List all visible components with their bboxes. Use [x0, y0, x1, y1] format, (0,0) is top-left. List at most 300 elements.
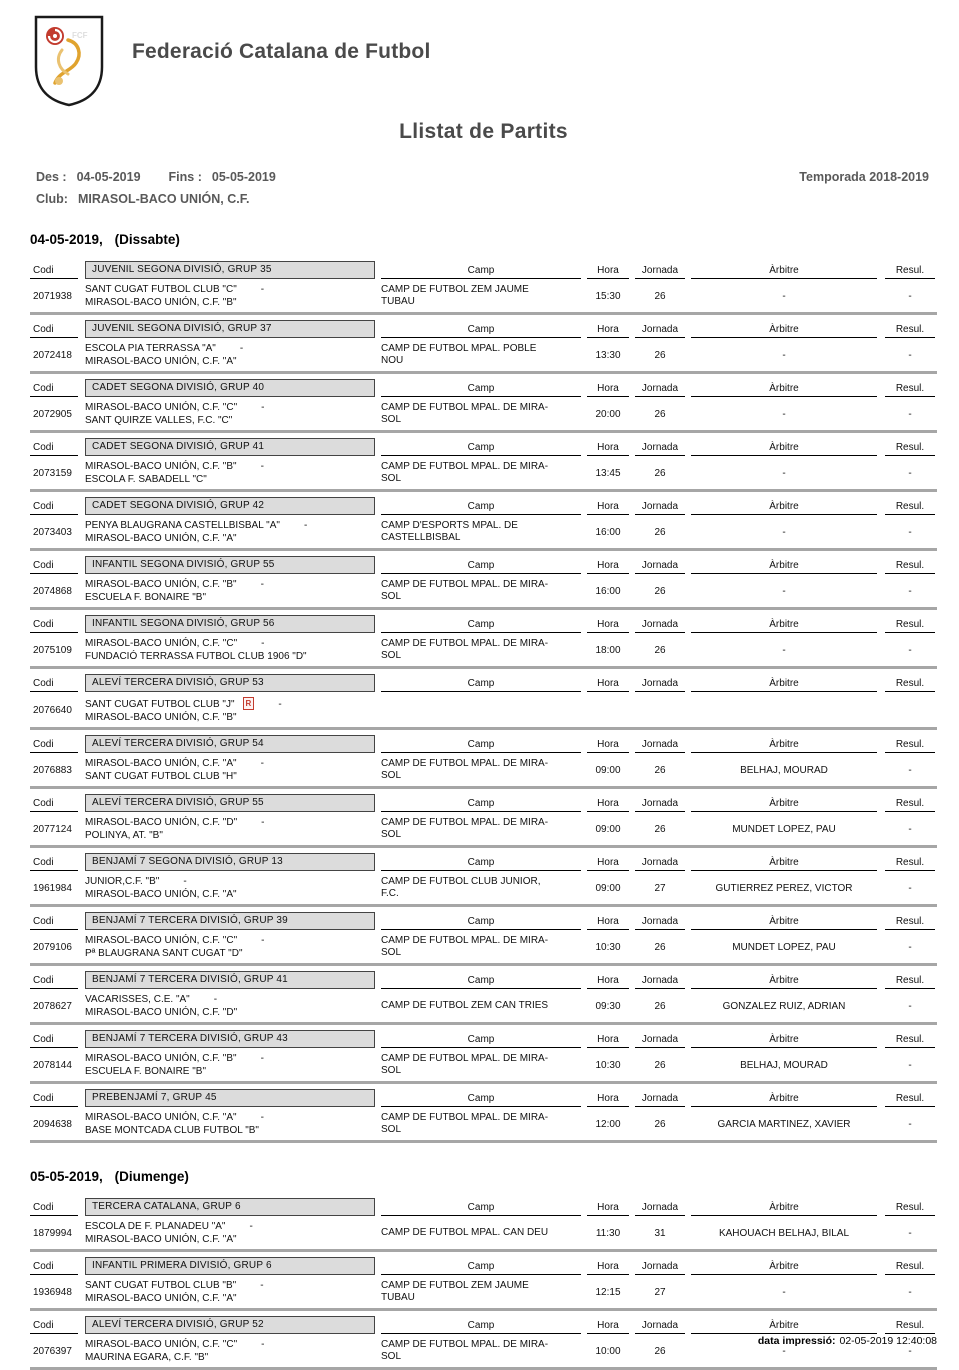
arbitre-column: [691, 1202, 877, 1216]
competition-title: CADET SEGONA DIVISIÓ, GRUP 41: [85, 438, 375, 456]
arbitre-column: [691, 739, 877, 753]
arbitre-value: -: [782, 644, 786, 656]
arbitre-column: [691, 560, 877, 574]
hora-column: [587, 678, 629, 692]
teams-cell: [85, 816, 375, 842]
resul-value: -: [908, 467, 912, 479]
match-section: [30, 615, 937, 669]
arbitre-value: MUNDET LOPEZ, PAU: [732, 941, 836, 953]
fins-value: 05-05-2019: [211, 170, 276, 184]
teams-cell: [85, 934, 375, 960]
camp-value: CAMP DE FUTBOL MPAL. DE MIRA-SOL: [381, 579, 549, 602]
home-team: MIRASOL-BACO UNIÓN, C.F. "C": [85, 638, 238, 649]
competition-title: JUVENIL SEGONA DIVISIÓ, GRUP 37: [85, 320, 375, 338]
hora-column: [587, 383, 629, 397]
hora-column-header: Hora: [587, 383, 629, 397]
home-team: SANT CUGAT FUTBOL CLUB "B": [85, 1280, 237, 1291]
camp-column-header: Camp: [381, 678, 581, 692]
home-team-line: [85, 935, 264, 948]
arbitre-column: [691, 1034, 877, 1048]
competition-column: [85, 615, 375, 633]
hora-column-header: Hora: [587, 1093, 629, 1107]
resul-column: [885, 442, 935, 456]
hora-column: [587, 619, 629, 633]
resul-column-header: Resul.: [885, 265, 935, 279]
teams-cell: [85, 1052, 375, 1078]
hora-value: 13:30: [595, 349, 621, 361]
home-team-line: [85, 343, 243, 356]
home-away-separator: -: [260, 284, 265, 295]
jornada-column-header: Jornada: [635, 1320, 685, 1334]
arbitre-value: -: [782, 349, 786, 361]
resul-column-header: Resul.: [885, 857, 935, 871]
resul-column-header: Resul.: [885, 442, 935, 456]
arbitre-column-header: Àrbitre: [691, 1093, 877, 1107]
away-team: FUNDACIÓ TERRASSA FUTBOL CLUB 1906 "D": [85, 650, 307, 662]
arbitre-column: [691, 383, 877, 397]
codi-column: [30, 265, 85, 279]
away-team: ESCOLA F. SABADELL "C": [85, 473, 207, 485]
home-team: MIRASOL-BACO UNIÓN, C.F. "B": [85, 1053, 237, 1064]
match-section: [30, 735, 937, 789]
arbitre-value: GUTIERREZ PEREZ, VICTOR: [715, 882, 853, 894]
hora-column: [587, 265, 629, 279]
camp-column: [381, 324, 581, 338]
codi-column-header: Codi: [30, 442, 78, 456]
resul-column: [885, 739, 935, 753]
camp-value: CAMP DE FUTBOL MPAL. DE MIRA-SOL: [381, 817, 549, 840]
away-team: MIRASOL-BACO UNIÓN, C.F. "A": [85, 532, 237, 544]
jornada-column: [635, 383, 685, 397]
jornada-column: [635, 1202, 685, 1216]
competition-title: ALEVÍ TERCERA DIVISIÓ, GRUP 52: [85, 1316, 375, 1334]
codi-column: [30, 442, 85, 456]
codi-column: [30, 975, 85, 989]
arbitre-column: [691, 1093, 877, 1107]
resul-value: -: [908, 644, 912, 656]
codi-column-header: Codi: [30, 1320, 78, 1334]
match-code: 2076397: [33, 1345, 72, 1357]
competition-title: BENJAMÍ 7 SEGONA DIVISIÓ, GRUP 13: [85, 853, 375, 871]
resul-value: -: [908, 1000, 912, 1012]
resul-column-header: Resul.: [885, 1261, 935, 1275]
home-team-line: [85, 402, 264, 415]
section-separator: [30, 1249, 937, 1252]
resul-column: [885, 619, 935, 633]
home-team: MIRASOL-BACO UNIÓN, C.F. "C": [85, 1339, 238, 1350]
jornada-value: 26: [654, 349, 666, 361]
section-header-row: [30, 674, 937, 692]
resul-column-header: Resul.: [885, 975, 935, 989]
camp-value: CAMP DE FUTBOL MPAL. DE MIRA-SOL: [381, 1339, 549, 1362]
codi-column-header: Codi: [30, 739, 78, 753]
arbitre-column-header: Àrbitre: [691, 560, 877, 574]
arbitre-value: -: [782, 467, 786, 479]
section-header-row: [30, 735, 937, 753]
home-team: MIRASOL-BACO UNIÓN, C.F. "C": [85, 402, 238, 413]
hora-value: 16:00: [595, 585, 621, 597]
resul-value: -: [908, 1227, 912, 1239]
match-row: [30, 1111, 937, 1137]
competition-column: [85, 556, 375, 574]
home-team: MIRASOL-BACO UNIÓN, C.F. "A": [85, 1112, 237, 1123]
home-team-line: [85, 579, 264, 592]
jornada-value: 26: [654, 941, 666, 953]
camp-value: CAMP DE FUTBOL MPAL. DE MIRA-SOL: [381, 935, 549, 958]
resul-column: [885, 857, 935, 871]
home-team: MIRASOL-BACO UNIÓN, C.F. "D": [85, 817, 238, 828]
jornada-value: [635, 696, 685, 724]
home-team: VACARISSES, C.E. "A": [85, 994, 190, 1005]
resul-column-header: Resul.: [885, 1320, 935, 1334]
section-header-row: [30, 261, 937, 279]
hora-column: [587, 1202, 629, 1216]
jornada-column-header: Jornada: [635, 324, 685, 338]
jornada-column: [635, 1034, 685, 1048]
home-team: JUNIOR,C.F. "B": [85, 876, 160, 887]
hora-column-header: Hora: [587, 442, 629, 456]
camp-value: CAMP DE FUTBOL ZEM CAN TRIES: [381, 1000, 549, 1011]
hora-value: 09:30: [595, 1000, 621, 1012]
match-code: 2079106: [33, 941, 72, 953]
federation-name: Federació Catalana de Futbol: [132, 40, 431, 63]
des-label: Des :: [36, 170, 67, 184]
codi-column-header: Codi: [30, 324, 78, 338]
arbitre-value: -: [782, 526, 786, 538]
section-separator: [30, 1140, 937, 1143]
teams-cell: [85, 283, 375, 309]
jornada-column: [635, 619, 685, 633]
arbitre-value: KAHOUACH BELHAJ, BILAL: [718, 1227, 850, 1239]
jornada-column: [635, 678, 685, 692]
arbitre-column-header: Àrbitre: [691, 501, 877, 515]
match-row: [30, 757, 937, 783]
home-away-separator: -: [260, 579, 264, 590]
match-row: [30, 696, 937, 724]
section-separator: [30, 963, 937, 966]
camp-column-header: Camp: [381, 501, 581, 515]
codi-column: [30, 324, 85, 338]
arbitre-value: BELHAJ, MOURAD: [740, 1059, 828, 1071]
camp-column-header: Camp: [381, 442, 581, 456]
reserve-badge: R: [243, 697, 255, 710]
competition-title: BENJAMÍ 7 TERCERA DIVISIÓ, GRUP 41: [85, 971, 375, 989]
camp-value: CAMP DE FUTBOL MPAL. DE MIRA-SOL: [381, 1053, 549, 1076]
match-section: [30, 320, 937, 374]
competition-title: CADET SEGONA DIVISIÓ, GRUP 42: [85, 497, 375, 515]
jornada-column-header: Jornada: [635, 383, 685, 397]
competition-column: [85, 1316, 375, 1334]
codi-column: [30, 857, 85, 871]
teams-cell: [85, 1111, 375, 1137]
match-section: [30, 1257, 937, 1311]
camp-column: [381, 916, 581, 930]
section-header-row: [30, 1257, 937, 1275]
arbitre-column: [691, 324, 877, 338]
club-label: Club:: [36, 192, 68, 206]
hora-column: [587, 1261, 629, 1275]
match-section: [30, 912, 937, 966]
jornada-column-header: Jornada: [635, 857, 685, 871]
arbitre-column-header: Àrbitre: [691, 619, 877, 633]
match-row: [30, 460, 937, 486]
teams-cell: [85, 1220, 375, 1246]
resul-value: -: [908, 941, 912, 953]
arbitre-column: [691, 678, 877, 692]
competition-title: ALEVÍ TERCERA DIVISIÓ, GRUP 53: [85, 674, 375, 692]
away-team: MAURINA EGARA, C.F. "B": [85, 1351, 209, 1363]
hora-column: [587, 1320, 629, 1334]
camp-column: [381, 1093, 581, 1107]
section-separator: [30, 1308, 937, 1311]
section-header-row: [30, 320, 937, 338]
competition-column: [85, 674, 375, 692]
resul-column: [885, 1034, 935, 1048]
match-section: [30, 971, 937, 1025]
home-away-separator: -: [261, 935, 265, 946]
codi-column-header: Codi: [30, 560, 78, 574]
arbitre-column-header: Àrbitre: [691, 975, 877, 989]
arbitre-column-header: Àrbitre: [691, 1034, 877, 1048]
match-code: 2077124: [33, 823, 72, 835]
arbitre-value: MUNDET LOPEZ, PAU: [732, 823, 836, 835]
resul-column-header: Resul.: [885, 739, 935, 753]
hora-column: [587, 857, 629, 871]
hora-value: 16:00: [595, 526, 621, 538]
section-separator: [30, 607, 937, 610]
match-row: [30, 875, 937, 901]
jornada-value: 26: [654, 1000, 666, 1012]
match-row: [30, 1279, 937, 1305]
home-away-separator: -: [261, 1339, 265, 1350]
section-header-row: [30, 556, 937, 574]
resul-column-header: Resul.: [885, 1202, 935, 1216]
camp-column: [381, 383, 581, 397]
day-weekday: (Dissabte): [114, 232, 180, 247]
camp-column: [381, 1261, 581, 1275]
codi-column-header: Codi: [30, 1261, 78, 1275]
home-team-line: [85, 817, 264, 830]
section-separator: [30, 371, 937, 374]
club-value: MIRASOL-BACO UNIÓN, C.F.: [77, 192, 250, 206]
codi-column: [30, 619, 85, 633]
codi-column: [30, 383, 85, 397]
hora-column: [587, 501, 629, 515]
competition-column: [85, 438, 375, 456]
section-separator: [30, 786, 937, 789]
camp-column-header: Camp: [381, 619, 581, 633]
competition-title: ALEVÍ TERCERA DIVISIÓ, GRUP 54: [85, 735, 375, 753]
home-away-separator: -: [249, 1221, 253, 1232]
teams-cell: [85, 757, 375, 783]
match-row: [30, 578, 937, 604]
home-team-line: [85, 520, 307, 533]
competition-column: [85, 1198, 375, 1216]
arbitre-column-header: Àrbitre: [691, 442, 877, 456]
teams-cell: [85, 460, 375, 486]
hora-value: 09:00: [595, 823, 621, 835]
camp-column-header: Camp: [381, 265, 581, 279]
home-away-separator: -: [260, 461, 264, 472]
competition-column: [85, 971, 375, 989]
jornada-value: 31: [654, 1227, 666, 1239]
resul-column: [885, 324, 935, 338]
camp-column: [381, 1034, 581, 1048]
camp-column: [381, 265, 581, 279]
page-title: Llistat de Partits: [399, 120, 568, 143]
codi-column: [30, 916, 85, 930]
resul-column-header: Resul.: [885, 501, 935, 515]
home-away-separator: -: [239, 343, 244, 354]
camp-column-header: Camp: [381, 560, 581, 574]
hora-value: 18:00: [595, 644, 621, 656]
resul-value: -: [908, 526, 912, 538]
hora-column: [587, 324, 629, 338]
competition-title: PREBENJAMÍ 7, GRUP 45: [85, 1089, 375, 1107]
arbitre-value: GARCIA MARTINEZ, XAVIER: [717, 1118, 851, 1130]
codi-column: [30, 678, 85, 692]
teams-cell: [85, 519, 375, 545]
competition-column: [85, 320, 375, 338]
arbitre-column-header: Àrbitre: [691, 798, 877, 812]
codi-column: [30, 739, 85, 753]
home-team: ESCOLA DE F. PLANADEU "A": [85, 1221, 226, 1232]
section-header-row: [30, 912, 937, 930]
codi-column: [30, 501, 85, 515]
hora-column-header: Hora: [587, 857, 629, 871]
camp-value: CAMP DE FUTBOL CLUB JUNIOR, F.C.: [381, 876, 541, 899]
camp-column: [381, 619, 581, 633]
away-team: MIRASOL-BACO UNIÓN, C.F. "B": [85, 296, 237, 308]
jornada-value: 27: [654, 882, 666, 894]
match-row: [30, 1220, 937, 1246]
day-date: 04-05-2019,: [30, 232, 103, 247]
codi-column-header: Codi: [30, 916, 78, 930]
camp-column-header: Camp: [381, 1093, 581, 1107]
away-team: MIRASOL-BACO UNIÓN, C.F. "D": [85, 1006, 238, 1018]
arbitre-column-header: Àrbitre: [691, 1261, 877, 1275]
codi-column: [30, 1202, 85, 1216]
codi-column-header: Codi: [30, 857, 78, 871]
home-away-separator: -: [260, 1053, 264, 1064]
codi-column-header: Codi: [30, 501, 78, 515]
match-row: [30, 637, 937, 663]
resul-value: [885, 696, 935, 724]
match-code: 1936948: [33, 1286, 72, 1298]
jornada-column: [635, 501, 685, 515]
resul-column: [885, 1202, 935, 1216]
hora-column-header: Hora: [587, 739, 629, 753]
print-timestamp-label: data impressió:: [757, 1335, 836, 1347]
home-team-line: [85, 758, 264, 771]
match-code: 2071938: [33, 290, 72, 302]
teams-cell: [85, 875, 375, 901]
arbitre-column-header: Àrbitre: [691, 1320, 877, 1334]
match-code: 1879994: [33, 1227, 72, 1239]
match-row: [30, 401, 937, 427]
away-team: SANT CUGAT FUTBOL CLUB "H": [85, 770, 237, 782]
jornada-value: 26: [654, 1118, 666, 1130]
home-away-separator: -: [260, 1112, 264, 1123]
resul-value: -: [908, 882, 912, 894]
match-row: [30, 934, 937, 960]
jornada-value: 26: [654, 585, 666, 597]
home-away-separator: -: [303, 520, 308, 531]
hora-column-header: Hora: [587, 975, 629, 989]
codi-column: [30, 1093, 85, 1107]
section-header-row: [30, 794, 937, 812]
home-team: MIRASOL-BACO UNIÓN, C.F. "B": [85, 579, 237, 590]
jornada-column-header: Jornada: [635, 265, 685, 279]
match-list: [30, 261, 937, 1143]
home-away-separator: -: [260, 1280, 264, 1291]
match-row: [30, 993, 937, 1019]
section-separator: [30, 430, 937, 433]
home-team-line: [85, 461, 264, 474]
resul-column: [885, 1093, 935, 1107]
home-team-line: [85, 1112, 264, 1125]
home-team-line: [85, 876, 187, 889]
camp-column-header: Camp: [381, 1320, 581, 1334]
home-away-separator: -: [261, 817, 265, 828]
hora-column: [587, 1034, 629, 1048]
away-team: POLINYA, AT. "B": [85, 829, 163, 841]
section-header-row: [30, 853, 937, 871]
home-away-separator: -: [213, 994, 218, 1005]
arbitre-value: -: [782, 1345, 786, 1357]
section-separator: [30, 904, 937, 907]
home-team: MIRASOL-BACO UNIÓN, C.F. "C": [85, 935, 238, 946]
arbitre-column-header: Àrbitre: [691, 265, 877, 279]
club-row: [36, 192, 937, 206]
hora-value: 10:30: [595, 1059, 621, 1071]
jornada-value: 26: [654, 1059, 666, 1071]
camp-column-header: Camp: [381, 1034, 581, 1048]
camp-column-header: Camp: [381, 798, 581, 812]
resul-value: -: [908, 823, 912, 835]
camp-column-header: Camp: [381, 1202, 581, 1216]
hora-column: [587, 739, 629, 753]
match-code: 2078627: [33, 1000, 72, 1012]
resul-value: -: [908, 1059, 912, 1071]
resul-column-header: Resul.: [885, 560, 935, 574]
away-team: MIRASOL-BACO UNIÓN, C.F. "A": [85, 888, 237, 900]
resul-column-header: Resul.: [885, 324, 935, 338]
codi-column: [30, 1034, 85, 1048]
jornada-column: [635, 1261, 685, 1275]
resul-value: -: [908, 1118, 912, 1130]
filters-summary: [30, 170, 937, 206]
arbitre-column: [691, 442, 877, 456]
svg-text:FCF: FCF: [72, 31, 88, 40]
resul-column-header: Resul.: [885, 678, 935, 692]
camp-column-header: Camp: [381, 1261, 581, 1275]
camp-column: [381, 560, 581, 574]
teams-cell: [85, 1279, 375, 1305]
camp-column-header: Camp: [381, 857, 581, 871]
camp-value: CAMP DE FUTBOL MPAL. DE MIRA-SOL: [381, 1112, 549, 1135]
section-header-row: [30, 438, 937, 456]
section-separator: [30, 312, 937, 315]
competition-title: INFANTIL SEGONA DIVISIÓ, GRUP 55: [85, 556, 375, 574]
print-timestamp-value: 02-05-2019 12:40:08: [839, 1335, 937, 1347]
home-team: SANT CUGAT FUTBOL CLUB "J": [85, 699, 235, 710]
home-team: ESCOLA PIA TERRASSA "A": [85, 343, 216, 354]
jornada-column-header: Jornada: [635, 1093, 685, 1107]
match-row: [30, 1052, 937, 1078]
codi-column-header: Codi: [30, 798, 78, 812]
home-team-line: [85, 1339, 264, 1352]
